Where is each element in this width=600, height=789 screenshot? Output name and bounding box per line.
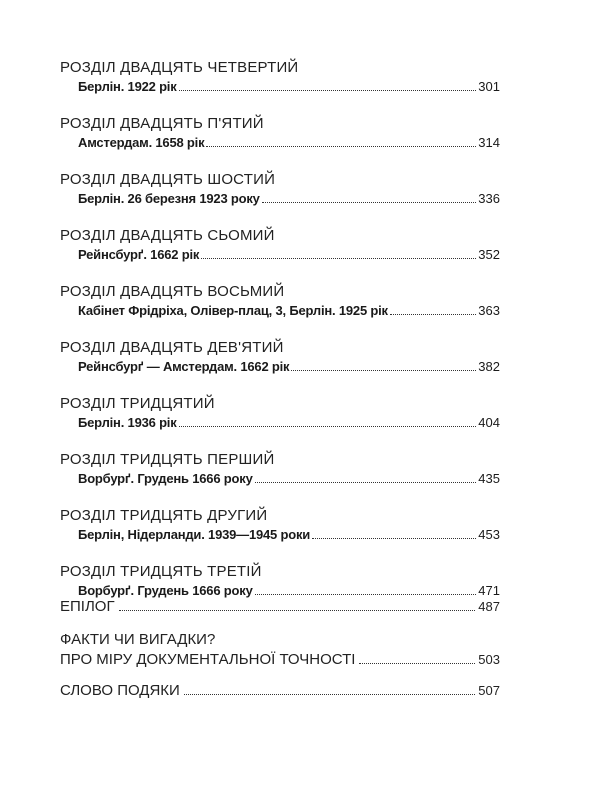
entry-label: Рейнсбурґ — Амстердам. 1662 рік (78, 359, 290, 374)
chapter-title: РОЗДІЛ ТРИДЦЯТЬ ТРЕТІЙ (60, 563, 262, 580)
page-number: 336 (478, 191, 500, 206)
chapter-24 (60, 58, 500, 96)
dot-leader (312, 538, 476, 539)
page-number: 471 (478, 583, 500, 598)
chapter-entry[interactable] (78, 134, 500, 152)
dot-leader (206, 146, 476, 147)
chapter-32 (60, 506, 500, 544)
chapter-entry[interactable] (78, 78, 500, 96)
chapter-29 (60, 338, 500, 376)
chapter-title: РОЗДІЛ ТРИДЦЯТИЙ (60, 395, 215, 412)
chapter-title: РОЗДІЛ ТРИДЦЯТЬ ПЕРШИЙ (60, 451, 275, 468)
epilogue-entry[interactable] (60, 597, 500, 617)
chapter-28 (60, 282, 500, 320)
chapter-title: РОЗДІЛ ДВАДЦЯТЬ ВОСЬМИЙ (60, 283, 285, 300)
page-number: 487 (478, 599, 500, 614)
page-number: 507 (478, 683, 500, 698)
facts-section (60, 630, 500, 670)
epilogue-section (60, 597, 500, 617)
entry-label: Берлін, Нідерланди. 1939—1945 роки (78, 527, 311, 542)
chapter-entry[interactable] (78, 190, 500, 208)
entry-label: Берлін. 1936 рік (78, 415, 177, 430)
facts-entry[interactable] (60, 650, 500, 670)
chapter-27 (60, 226, 500, 264)
chapter-entry[interactable] (78, 526, 500, 544)
page-number: 453 (478, 527, 500, 542)
chapter-31 (60, 450, 500, 488)
page-number: 404 (478, 415, 500, 430)
facts-title-line1: ФАКТИ ЧИ ВИГАДКИ? (60, 631, 216, 648)
chapter-25 (60, 114, 500, 152)
chapter-entry[interactable] (78, 246, 500, 264)
dot-leader (255, 482, 477, 483)
entry-label: СЛОВО ПОДЯКИ (60, 682, 180, 699)
chapter-26 (60, 170, 500, 208)
dot-leader (179, 90, 477, 91)
entry-label: Кабінет Фрідріха, Олівер-плац, 3, Берлін. 1925 рік (78, 303, 388, 318)
page-number: 503 (478, 652, 500, 667)
page-number: 363 (478, 303, 500, 318)
chapter-33 (60, 562, 500, 600)
dot-leader (262, 202, 477, 203)
entry-label: ПРО МІРУ ДОКУМЕНТАЛЬНОЇ ТОЧНОСТІ (60, 651, 356, 668)
page-number: 301 (478, 79, 500, 94)
chapter-entry[interactable] (78, 470, 500, 488)
chapter-title: РОЗДІЛ ДВАДЦЯТЬ ДЕВ'ЯТИЙ (60, 339, 284, 356)
page-number: 382 (478, 359, 500, 374)
entry-label: Берлін. 1922 рік (78, 79, 177, 94)
entry-label: Рейнсбурґ. 1662 рік (78, 247, 200, 262)
dot-leader (359, 663, 475, 664)
table-of-contents (60, 58, 500, 618)
chapter-title: РОЗДІЛ ДВАДЦЯТЬ ШОСТИЙ (60, 171, 276, 188)
thanks-section (60, 681, 500, 701)
chapter-entry[interactable] (78, 358, 500, 376)
page-number: 352 (478, 247, 500, 262)
chapter-30 (60, 394, 500, 432)
chapter-title: РОЗДІЛ ДВАДЦЯТЬ П'ЯТИЙ (60, 115, 264, 132)
dot-leader (291, 370, 476, 371)
entry-label: Ворбурґ. Грудень 1666 року (78, 583, 253, 598)
chapter-entry[interactable] (78, 414, 500, 432)
entry-label: Берлін. 26 березня 1923 року (78, 191, 260, 206)
chapter-entry[interactable] (78, 302, 500, 320)
chapter-title: РОЗДІЛ ДВАДЦЯТЬ СЬОМИЙ (60, 227, 275, 244)
entry-label: ЕПІЛОГ (60, 598, 115, 615)
thanks-entry[interactable] (60, 681, 500, 701)
page-number: 314 (478, 135, 500, 150)
chapter-title: РОЗДІЛ ДВАДЦЯТЬ ЧЕТВЕРТИЙ (60, 59, 299, 76)
dot-leader (390, 314, 476, 315)
chapter-title: РОЗДІЛ ТРИДЦЯТЬ ДРУГИЙ (60, 507, 268, 524)
dot-leader (255, 594, 477, 595)
dot-leader (184, 694, 475, 695)
dot-leader (201, 258, 476, 259)
page-number: 435 (478, 471, 500, 486)
entry-label: Амстердам. 1658 рік (78, 135, 205, 150)
dot-leader (179, 426, 477, 427)
dot-leader (119, 610, 476, 611)
entry-label: Ворбурґ. Грудень 1666 року (78, 471, 253, 486)
